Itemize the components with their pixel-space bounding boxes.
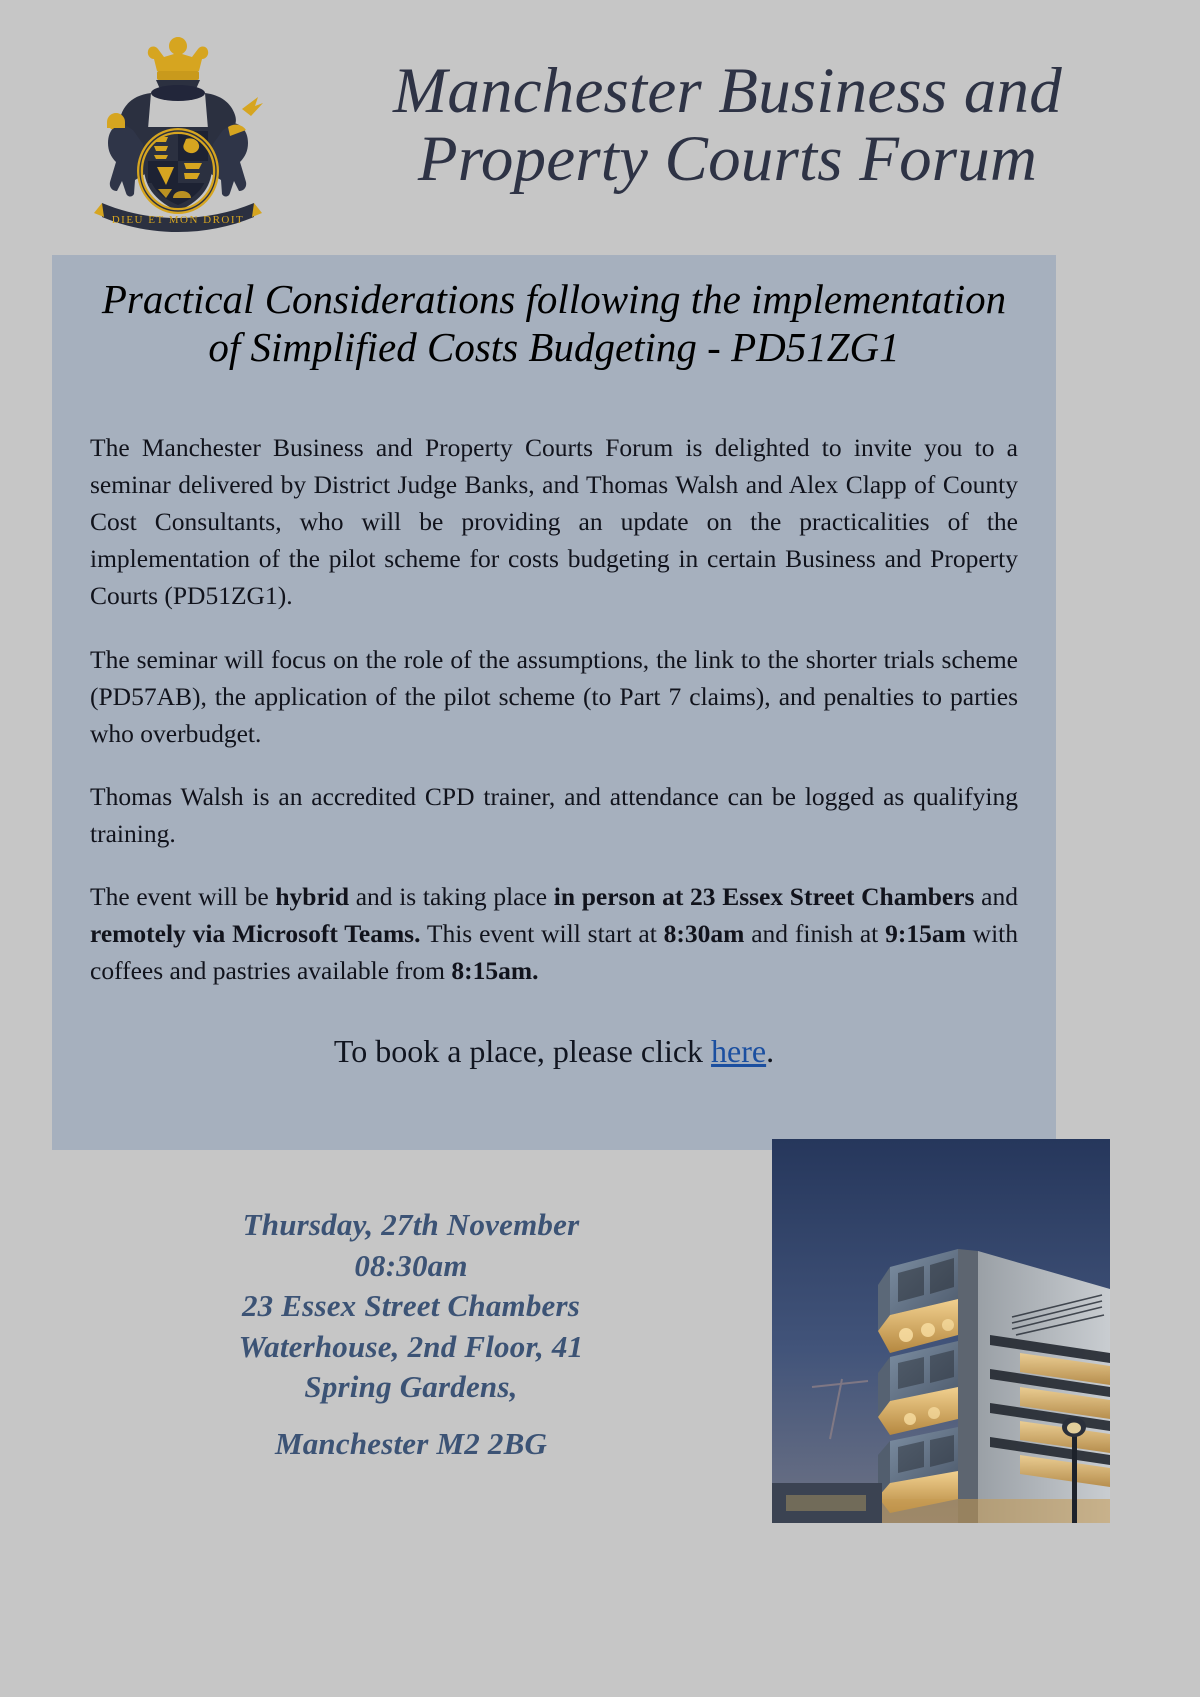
logistics-bold-refreshments-time: 8:15am. bbox=[451, 956, 539, 986]
event-time: 08:30am bbox=[354, 1247, 468, 1283]
coat-of-arms-svg bbox=[78, 31, 278, 236]
logistics-bold-start-time: 8:30am bbox=[663, 919, 745, 949]
page-title bbox=[285, 55, 1200, 195]
flyer-header bbox=[0, 0, 1200, 258]
logistics-seg-3: and bbox=[974, 882, 1018, 912]
title-line-1: Manchester Business and bbox=[393, 55, 1062, 128]
logistics-bold-venue: in person at 23 Essex Street Chambers bbox=[553, 882, 975, 912]
title-line-2: Property Courts Forum bbox=[417, 123, 1038, 195]
event-venue: 23 Essex Street Chambers bbox=[241, 1288, 581, 1324]
paragraph-cpd: Thomas Walsh is an accredited CPD trainer, and attendance can be logged as qualifying training. bbox=[90, 781, 1018, 848]
logistics-seg-2: and is taking place bbox=[349, 882, 554, 912]
paragraph-focus: The seminar will focus on the role of the assumptions, the link to the shorter trials scheme (PD57AB), the application of the pilot scheme (to Part 7 claims), and penalties to parties who overbudget. bbox=[90, 644, 1018, 748]
royal-coat-of-arms-icon bbox=[70, 26, 285, 241]
logistics-bold-hybrid: hybrid bbox=[275, 882, 350, 912]
cta-prefix: To book a place, please click bbox=[333, 1033, 712, 1070]
event-postcode: Manchester M2 2BG bbox=[274, 1426, 548, 1462]
logistics-seg-4: This event will start at bbox=[420, 919, 664, 949]
svg-text:DIEU ET MON DROIT: DIEU ET MON DROIT bbox=[111, 213, 244, 226]
venue-photo bbox=[772, 1139, 1110, 1523]
booking-call-to-action bbox=[90, 1033, 1018, 1070]
event-details bbox=[96, 1205, 726, 1465]
building-illustration bbox=[772, 1139, 1110, 1523]
cta-suffix: . bbox=[766, 1033, 775, 1070]
logistics-seg-5: and finish at bbox=[744, 919, 886, 949]
paragraph-intro: The Manchester Business and Property Courts Forum is delighted to invite you to a seminar delivered by District Judge Banks, and Thomas Walsh and Alex Clapp of County Cost Consultants, who will be providing an update on the practicalities of the implementation of the pilot scheme for costs budgeting in certain Business and Property Courts (PD51ZG1). bbox=[90, 433, 1018, 611]
content-panel bbox=[52, 255, 1056, 1150]
booking-link[interactable]: here bbox=[711, 1033, 767, 1070]
logistics-seg-1: The event will be bbox=[90, 882, 276, 912]
seminar-heading: Practical Considerations following the implementation of Simplified Costs Budgeting - PD51ZG1 bbox=[101, 276, 1007, 370]
seminar-body bbox=[52, 429, 1056, 1070]
logistics-seg-6: with coffees and pastries available from bbox=[90, 919, 1019, 986]
event-address-line-2: Spring Gardens, bbox=[304, 1369, 518, 1405]
event-address-line-1: Waterhouse, 2nd Floor, 41 bbox=[238, 1328, 584, 1364]
paragraph-logistics bbox=[90, 878, 1018, 989]
logistics-bold-teams: remotely via Microsoft Teams. bbox=[90, 919, 421, 949]
event-date: Thursday, 27th November bbox=[242, 1207, 580, 1242]
logistics-bold-finish-time: 9:15am bbox=[885, 919, 966, 949]
